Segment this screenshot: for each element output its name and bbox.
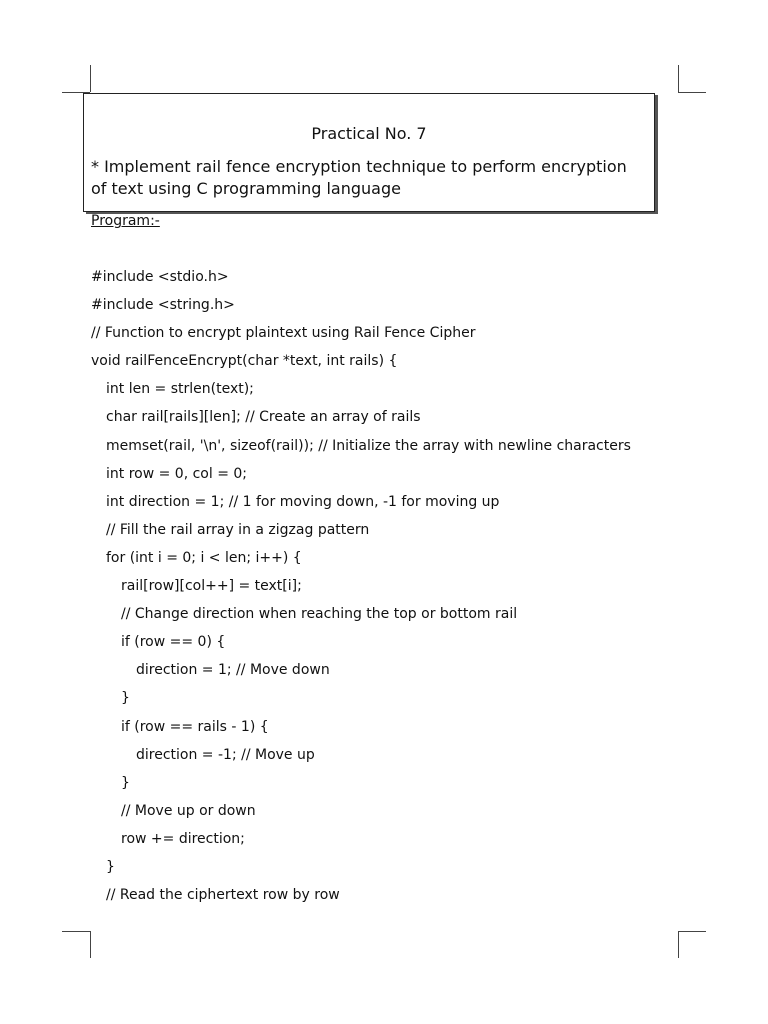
code-line: // Function to encrypt plaintext using Rail Fence Cipher [91, 325, 476, 342]
code-line: int direction = 1; // 1 for moving down, -1 for moving up [106, 493, 500, 510]
code-line: } [106, 858, 115, 875]
code-line: if (row == 0) { [121, 634, 226, 651]
crop-mark-bottom-left-vertical [90, 931, 91, 958]
code-line: rail[row][col++] = text[i]; [121, 578, 302, 595]
code-line: // Fill the rail array in a zigzag pattern [106, 521, 370, 538]
code-line: #include <string.h> [91, 297, 235, 314]
code-line: int row = 0, col = 0; [106, 465, 248, 482]
code-line: // Change direction when reaching the top or bottom rail [121, 606, 518, 623]
code-listing [91, 263, 631, 909]
code-line: if (row == rails - 1) { [121, 718, 269, 735]
code-line: // Move up or down [121, 802, 256, 819]
crop-mark-bottom-left-horizontal [62, 931, 90, 932]
code-line: char rail[rails][len]; // Create an array of rails [106, 409, 421, 426]
code-line: // Read the ciphertext row by row [106, 887, 340, 904]
title-box [83, 93, 655, 212]
aim-text: * Implement rail fence encryption technique to perform encryption of text using C programming language [91, 157, 627, 198]
code-line: direction = 1; // Move down [136, 662, 330, 679]
code-line: direction = -1; // Move up [136, 746, 315, 763]
code-line: #include <stdio.h> [91, 269, 229, 285]
practical-heading: Practical No. 7 [311, 124, 427, 143]
code-line: row += direction; [121, 830, 245, 847]
crop-mark-bottom-right-horizontal [678, 931, 706, 932]
crop-mark-top-right-vertical [678, 65, 679, 92]
code-line: for (int i = 0; i < len; i++) { [106, 549, 302, 566]
code-line: void railFenceEncrypt(char *text, int rails) { [91, 353, 398, 370]
code-line: int len = strlen(text); [106, 381, 254, 398]
code-line: } [121, 774, 130, 791]
crop-mark-top-right-horizontal [678, 92, 706, 93]
crop-mark-top-left-vertical [90, 65, 91, 92]
program-label: Program:- [91, 213, 160, 229]
code-line: } [121, 690, 130, 707]
code-line: memset(rail, '\n', sizeof(rail)); // Initialize the array with newline characters [106, 437, 631, 454]
crop-mark-bottom-right-vertical [678, 931, 679, 958]
